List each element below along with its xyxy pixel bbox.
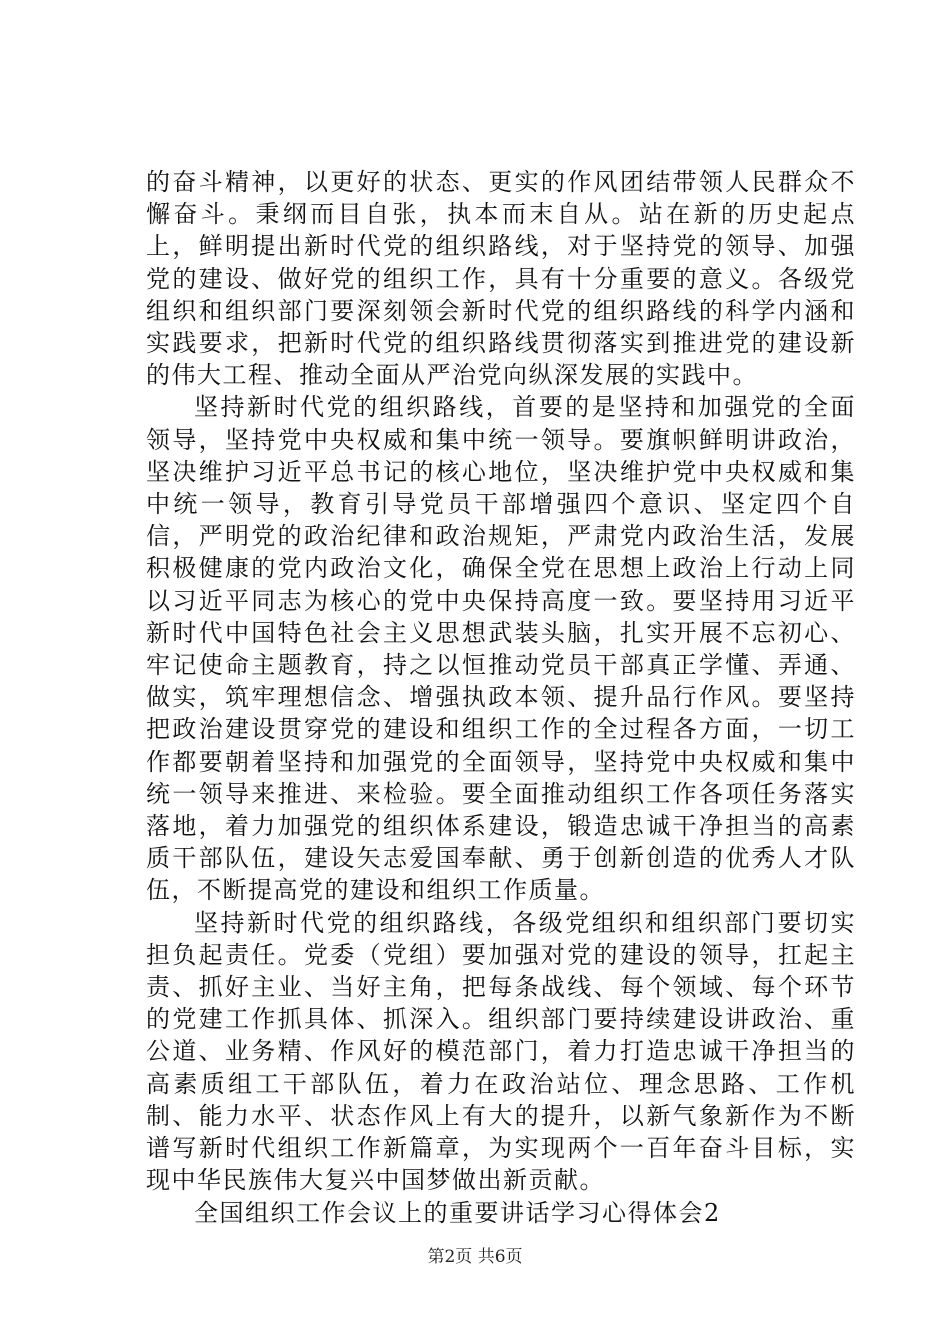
document-body [146, 166, 856, 1229]
paragraph-1: 的奋斗精神，以更好的状态、更实的作风团结带领人民群众不懈奋斗。秉纲而目自张，执本而末自从。站在新的历史起点上，鲜明提出新时代党的组织路线，对于坚持党的领导、加强党的建设、做好党的组织工作，具有十分重要的意义。各级党组织和组织部门要深刻领会新时代党的组织路线的科学内涵和实践要求，把新时代党的组织路线贯彻落实到推进党的建设新的伟大工程、推动全面从严治党向纵深发展的实践中。 [146, 168, 856, 390]
page-number-footer: 第2页 共6页 [427, 1247, 523, 1267]
next-section-title: 全国组织工作会议上的重要讲话学习心得体会2 [194, 1198, 721, 1227]
paragraph-3: 坚持新时代党的组织路线，各级党组织和组织部门要切实担负起责任。党委（党组）要加强对党的建设的领导，扛起主责、抓好主业、当好主角，把每条战线、每个领域、每个环节的党建工作抓具体、抓深入。组织部门要持续建设讲政治、重公道、业务精、作风好的模范部门，着力打造忠诚干净担当的高素质组工干部队伍，着力在政治站位、理念思路、工作机制、能力水平、状态作风上有大的提升，以新气象新作为不断谱写新时代组织工作新篇章，为实现两个一百年奋斗目标，实现中华民族伟大复兴中国梦做出新贡献。 [146, 908, 856, 1195]
paragraph-2: 坚持新时代党的组织路线，首要的是坚持和加强党的全面领导，坚持党中央权威和集中统一领导。要旗帜鲜明讲政治，坚决维护习近平总书记的核心地位，坚决维护党中央权威和集中统一领导，教育引导党员干部增强四个意识、坚定四个自信，严明党的政治纪律和政治规矩，严肃党内政治生活，发展积极健康的党内政治文化，确保全党在思想上政治上行动上同以习近平同志为核心的党中央保持高度一致。要坚持用习近平新时代中国特色社会主义思想武装头脑，扎实开展不忘初心、牢记使命主题教育，持之以恒推动党员干部真正学懂、弄通、做实，筑牢理想信念、增强执政本领、提升品行作风。要坚持把政治建设贯穿党的建设和组织工作的全过程各方面，一切工作都要朝着坚持和加强党的全面领导，坚持党中央权威和集中统一领导来推进、来检验。要全面推动组织工作各项任务落实落地，着力加强党的组织体系建设，锻造忠诚干净担当的高素质干部队伍，建设矢志爱国奉献、勇于创新创造的优秀人才队伍，不断提高党的建设和组织工作质量。 [146, 393, 856, 905]
